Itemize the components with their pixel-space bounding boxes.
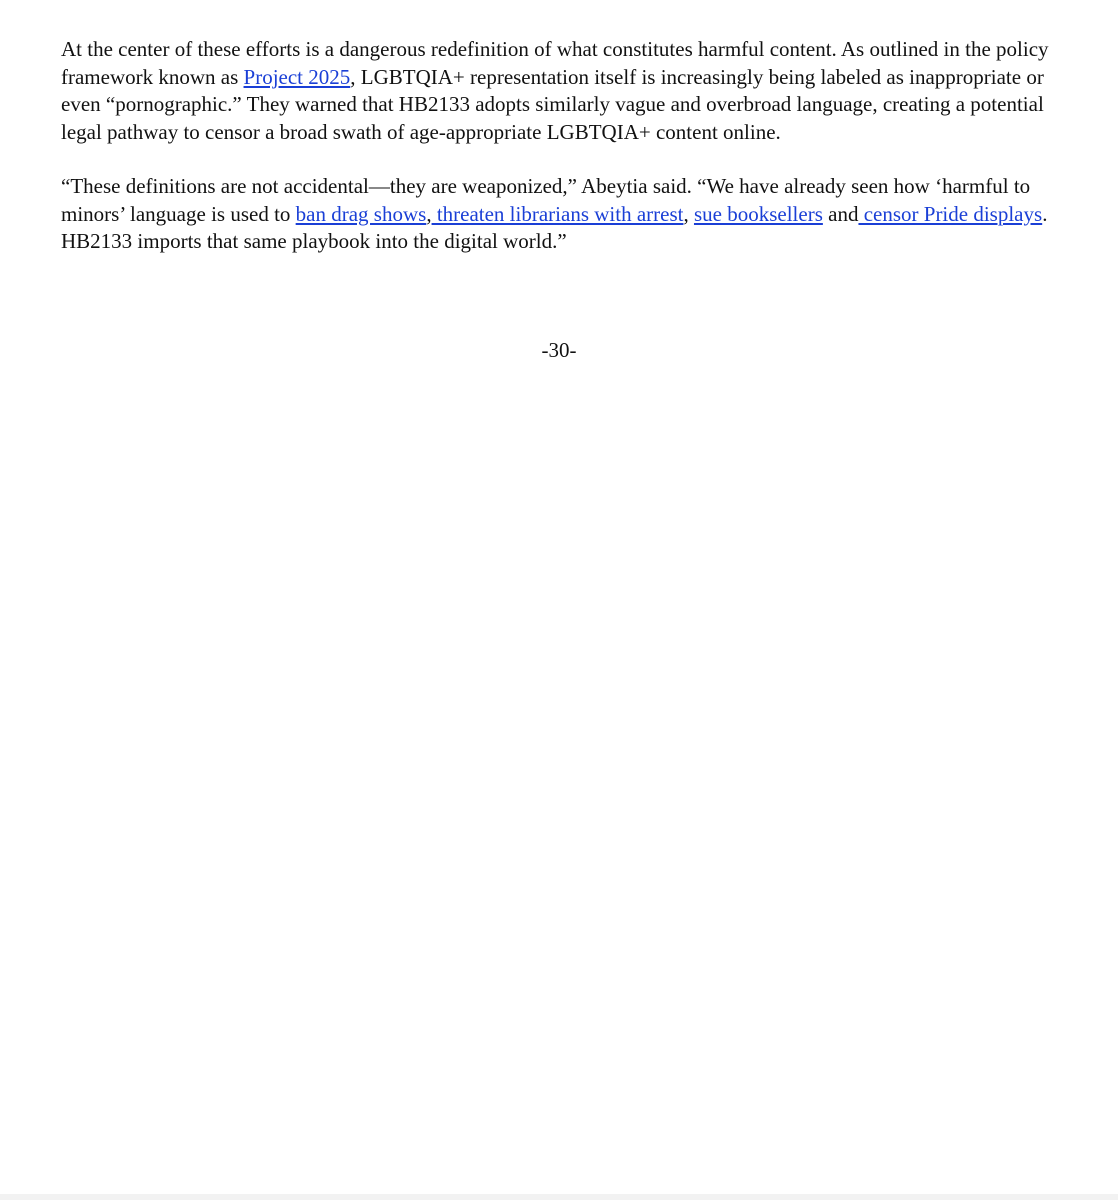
paragraph-text: . HB2133 imports that same playbook into the digital world.”	[61, 201, 1048, 253]
project-2025-link[interactable]: Project 2025	[243, 64, 351, 89]
paragraph-text: and	[822, 201, 859, 226]
paragraph-abeytia-quote	[61, 173, 1051, 256]
paragraph-text: ,	[683, 201, 694, 226]
document-body	[61, 36, 1051, 283]
page-bottom-edge	[0, 1194, 1118, 1200]
sue-booksellers-link[interactable]: sue booksellers	[693, 201, 823, 226]
censor-pride-displays-link[interactable]: censor Pride displays	[858, 201, 1043, 226]
paragraph-text: , LGBTQIA+ representation itself is increasingly being labeled as inappropriate or even “pornographic.” They warned that HB2133 adopts similarly vague and overbroad language, creating a potential legal pathway to censor a broad swath of age-appropriate LGBTQIA+ content online.	[61, 64, 1044, 144]
end-of-release-mark: -30-	[541, 338, 577, 362]
threaten-librarians-link[interactable]: threaten librarians with arrest	[431, 201, 684, 226]
ban-drag-shows-link[interactable]: ban drag shows	[295, 201, 427, 226]
paragraph-text: At the center of these efforts is a dangerous redefinition of what constitutes harmful content. As outlined in the policy framework known as	[61, 37, 1049, 89]
paragraph-project-2025	[61, 36, 1051, 146]
paragraph-text: ,	[426, 201, 432, 226]
paragraph-text: “These definitions are not accidental—they are weaponized,” Abeytia said. “We have already seen how ‘harmful to minors’ language is used to	[61, 174, 1031, 226]
